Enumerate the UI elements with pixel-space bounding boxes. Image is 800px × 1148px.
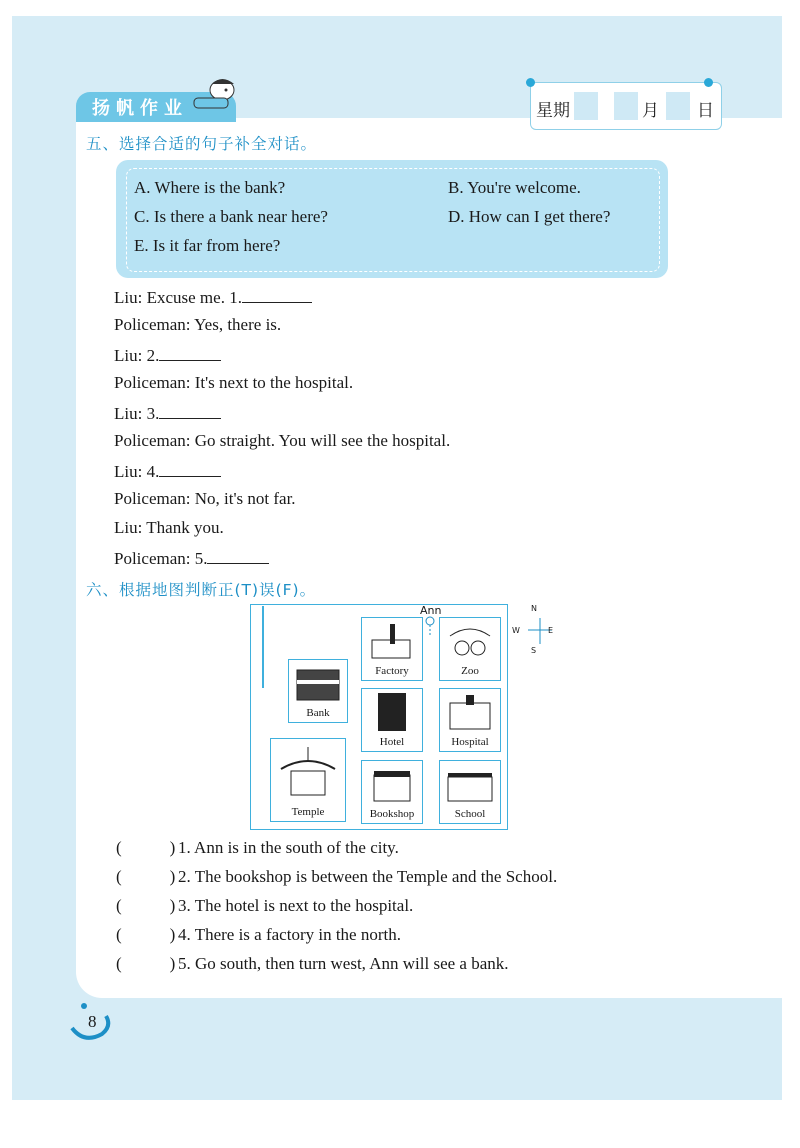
school-label: School (454, 808, 486, 820)
question-5: 5. Go south, then turn west, Ann will see a bank. (178, 954, 509, 973)
dialogue-text: Policeman: 5. (114, 549, 208, 568)
dialogue-line (114, 402, 221, 424)
question-3: 3. The hotel is next to the hospital. (178, 896, 414, 915)
school-icon (440, 761, 500, 807)
hospital-label: Hospital (451, 736, 489, 748)
bookshop-icon (362, 761, 422, 807)
hotel-icon (362, 689, 422, 735)
dialogue-line (114, 460, 221, 482)
week-field[interactable] (574, 92, 598, 120)
question-4: 4. There is a factory in the north. (178, 925, 401, 944)
bookshop-building (361, 760, 423, 824)
date-day-label: 日 (697, 101, 714, 121)
factory-icon (362, 618, 422, 664)
date-week-label: 星期 (536, 101, 570, 121)
day-field[interactable] (666, 92, 690, 120)
hotel-building (361, 688, 423, 752)
dialogue-line (114, 547, 269, 569)
section5-title: 五、选择合适的句子补全对话。 (86, 135, 318, 153)
answer-blank-4[interactable] (159, 460, 221, 477)
page-number: 8 (88, 1012, 97, 1031)
ann-label: Ann (420, 604, 442, 617)
dialogue-line (114, 286, 312, 308)
temple-icon (271, 739, 345, 803)
dialogue-line: Policeman: No, it's not far. (114, 489, 296, 508)
answer-paren-5[interactable]: ( ) (116, 954, 176, 973)
ann-marker-icon (424, 616, 436, 638)
answer-paren-4[interactable]: ( ) (116, 925, 176, 944)
factory-building (361, 617, 423, 681)
hospital-icon (440, 689, 500, 735)
dialogue-line (114, 344, 221, 366)
answer-paren-2[interactable]: ( ) (116, 867, 176, 886)
mascot-icon (190, 74, 242, 114)
brand-title: 扬帆作业 (92, 98, 188, 119)
dialogue-text: Liu: Excuse me. 1. (114, 288, 242, 307)
pin-icon (526, 78, 535, 87)
pin-icon (704, 78, 713, 87)
option-a: A. Where is the bank? (134, 178, 286, 197)
zoo-label: Zoo (461, 665, 479, 677)
temple-building (270, 738, 346, 822)
bank-building (288, 659, 348, 723)
month-field[interactable] (614, 92, 638, 120)
factory-label: Factory (375, 665, 409, 677)
zoo-icon (440, 618, 500, 664)
compass-icon (520, 608, 560, 652)
question-1: 1. Ann is in the south of the city. (178, 838, 399, 857)
dialogue-line: Liu: Thank you. (114, 518, 224, 537)
hospital-building (439, 688, 501, 752)
temple-label: Temple (291, 806, 325, 818)
question-2: 2. The bookshop is between the Temple and the School. (178, 867, 558, 886)
answer-blank-3[interactable] (159, 402, 221, 419)
answer-blank-2[interactable] (159, 344, 221, 361)
section6-title: 六、根据地图判断正(T)误(F)。 (86, 581, 317, 599)
map-road-line (262, 606, 264, 688)
dialogue-line: Policeman: Yes, there is. (114, 315, 282, 334)
compass-e: E (548, 626, 554, 635)
dialogue-line: Policeman: It's next to the hospital. (114, 373, 354, 392)
bank-label: Bank (306, 707, 330, 719)
compass-w: W (512, 626, 520, 635)
dialogue-text: Liu: 4. (114, 462, 160, 481)
date-month-label: 月 (642, 101, 659, 121)
option-c: C. Is there a bank near here? (134, 207, 328, 226)
dialogue-text: Liu: 2. (114, 346, 160, 365)
dialogue-text: Liu: 3. (114, 404, 160, 423)
option-b: B. You're welcome. (448, 178, 581, 197)
bookshop-label: Bookshop (369, 808, 415, 820)
hotel-label: Hotel (379, 736, 405, 748)
school-building (439, 760, 501, 824)
answer-blank-5[interactable] (207, 547, 269, 564)
dialogue-line: Policeman: Go straight. You will see the hospital. (114, 431, 451, 450)
compass-n: N (531, 604, 537, 613)
option-e: E. Is it far from here? (134, 236, 281, 255)
option-d: D. How can I get there? (448, 207, 611, 226)
compass-s: S (531, 646, 537, 655)
bank-icon (289, 660, 347, 704)
zoo-building (439, 617, 501, 681)
answer-blank-1[interactable] (242, 286, 312, 303)
answer-paren-3[interactable]: ( ) (116, 896, 176, 915)
answer-paren-1[interactable]: ( ) (116, 838, 176, 857)
